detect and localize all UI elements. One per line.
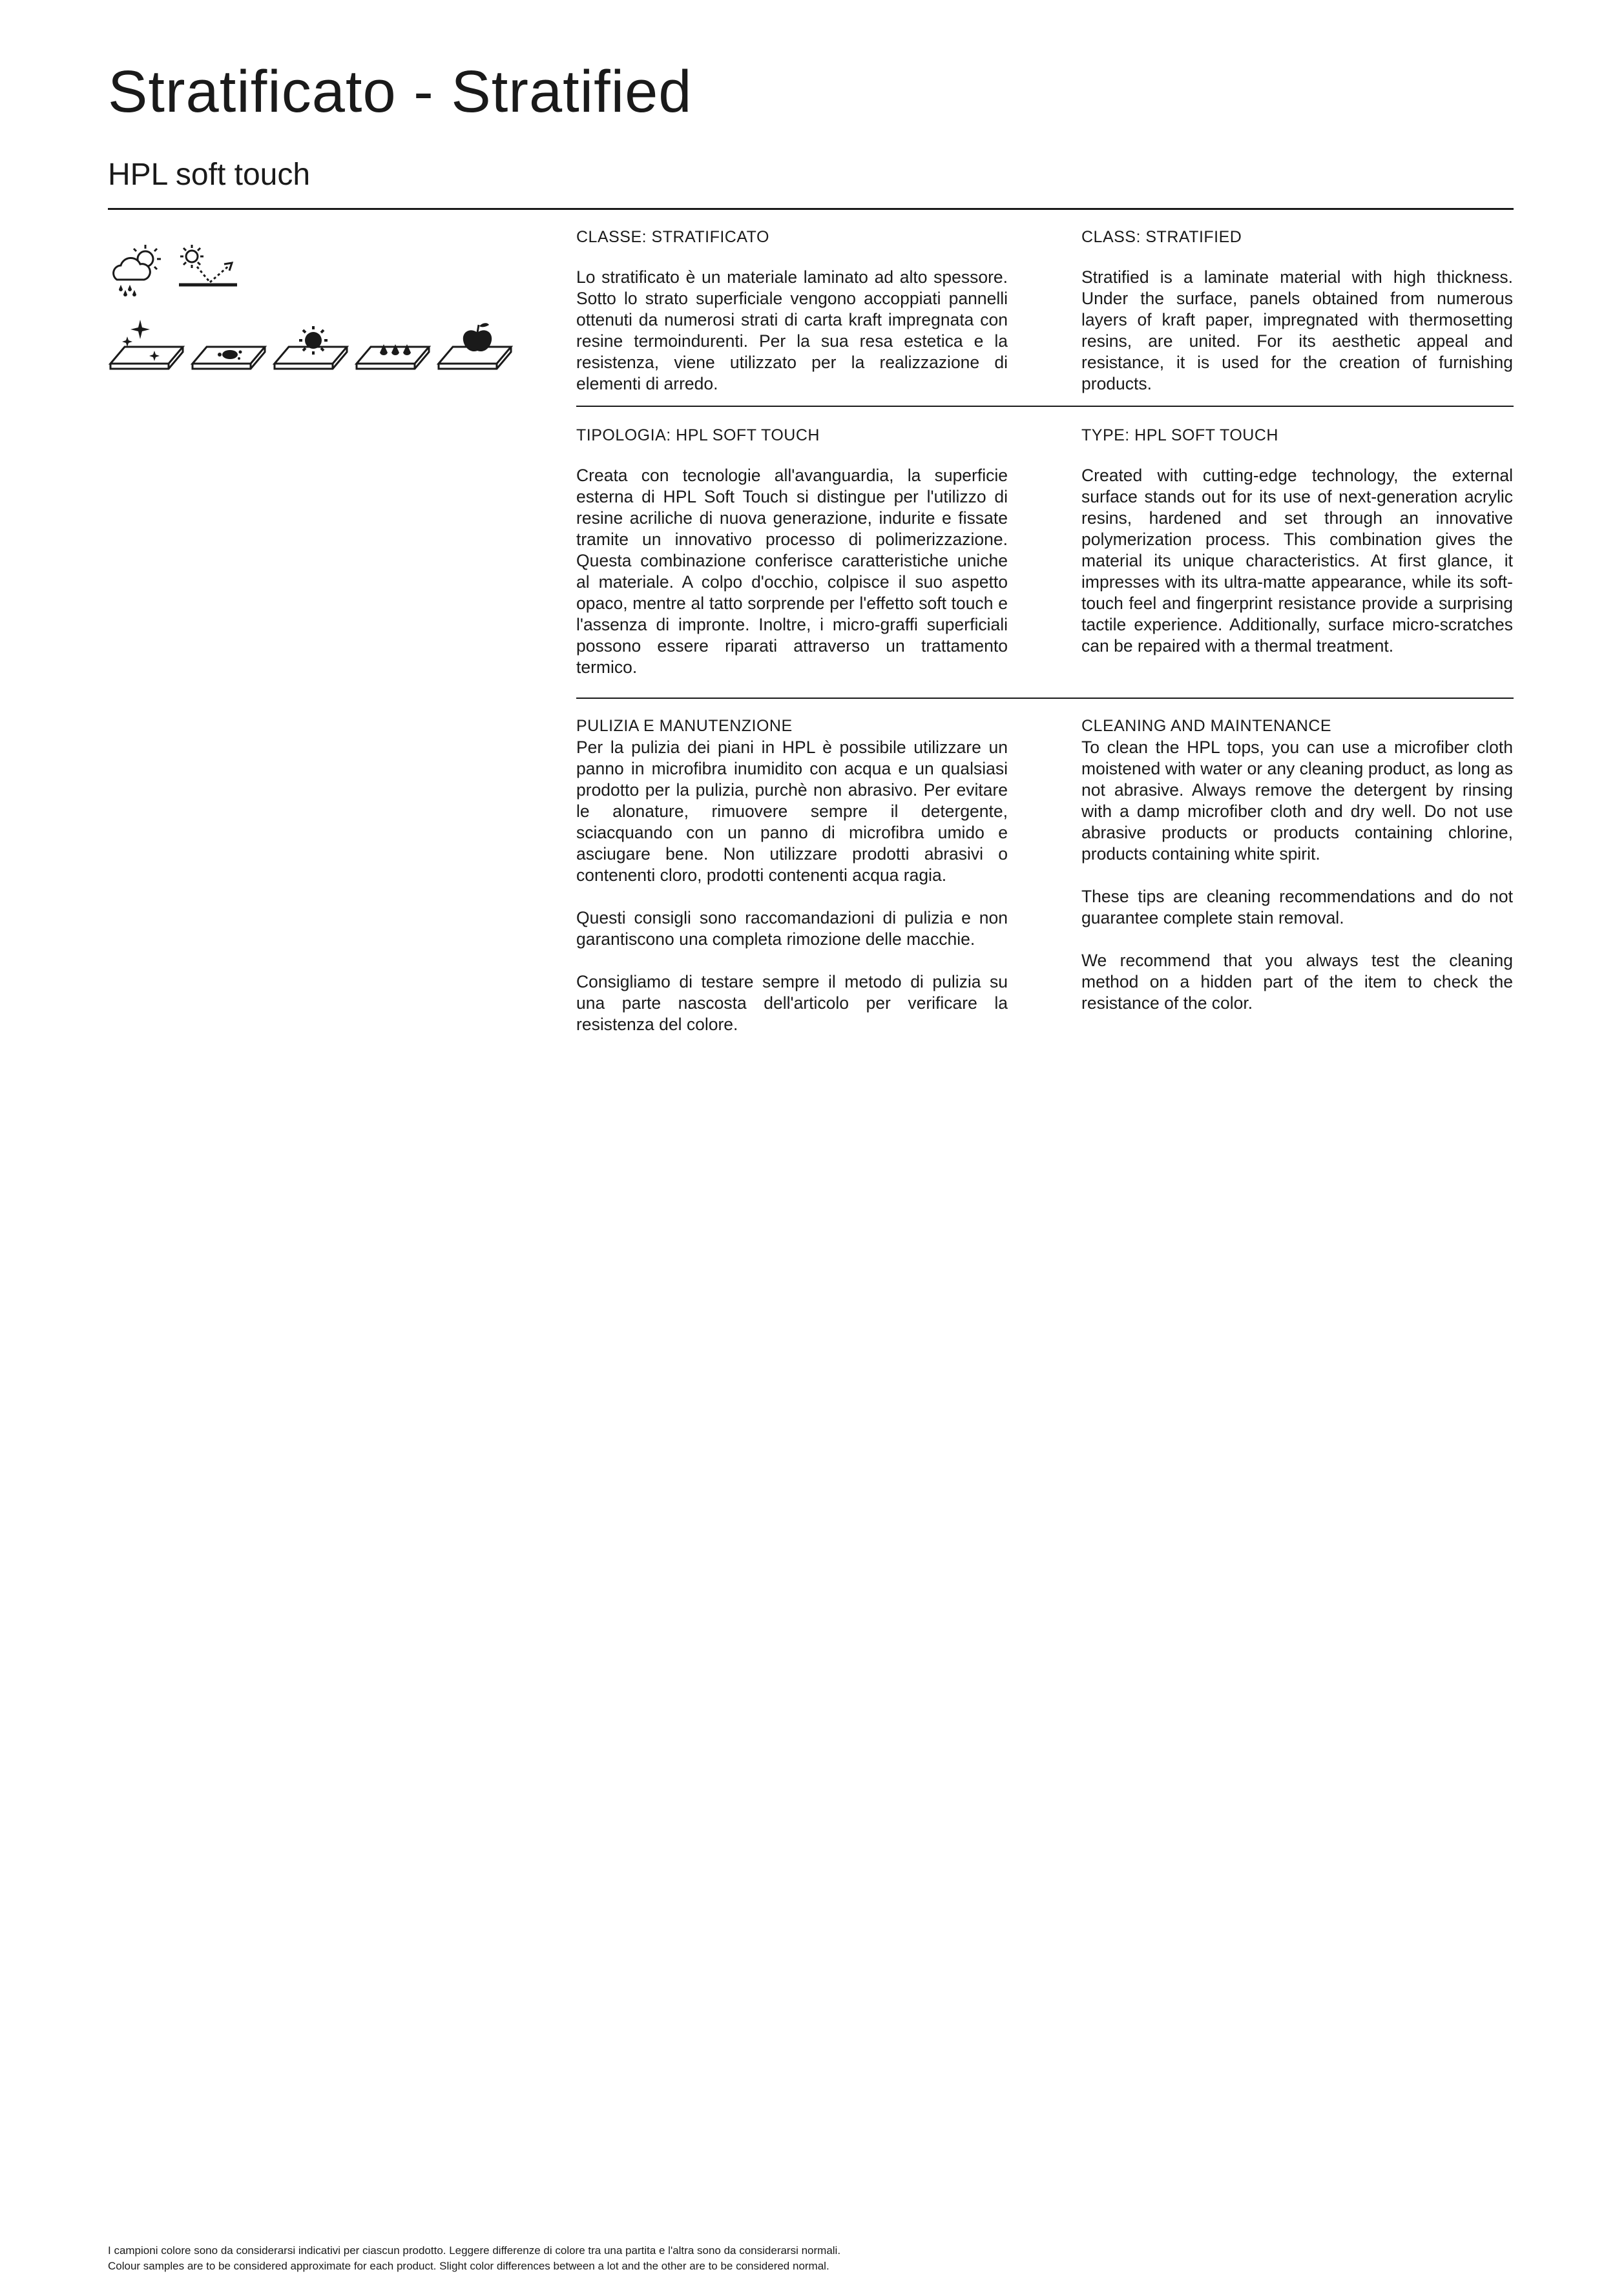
class-heading-it: CLASSE: STRATIFICATO: [576, 228, 769, 246]
type-text-en: Created with cutting-edge technology, the external surface stands out for its use of next-generation acrylic resins, hardened and set through an innovative polymerization process. This combination gives the material its unique characteristics. At first glance, it impresses with its ultra-matte appearance, while its soft-touch feel and fingerprint resistance provide a surprising tactile experience. Additionally, surface micro-scratches can be repaired with a thermal treatment.: [1081, 466, 1513, 656]
page-title: Stratificato - Stratified: [108, 59, 693, 125]
cleaning-section-english: [1081, 716, 1513, 1014]
stain-resistant-surface-icon: [190, 318, 267, 380]
heat-resistant-surface-icon: [272, 318, 349, 380]
weather-resistant-icon: [108, 242, 166, 297]
section-divider: [576, 406, 1514, 407]
cleaning-text-it-2: Questi consigli sono raccomandazioni di pulizia e non garantiscono una completa rimozione delle macchie.: [576, 908, 1008, 949]
cleaning-text-en-2: These tips are cleaning recommendations and do not guarantee complete stain removal.: [1081, 887, 1513, 927]
footer-disclaimer: [108, 2243, 1400, 2274]
type-section-english: [1081, 425, 1513, 657]
feature-icons: [108, 242, 528, 384]
page-subtitle: HPL soft touch: [108, 158, 311, 192]
type-heading-it: TIPOLOGIA: HPL SOFT TOUCH: [576, 426, 820, 444]
cleaning-text-en-1: To clean the HPL tops, you can use a microfiber cloth moistened with water or any cleaning product, as long as not abrasive. Always remove the detergent by rinsing with a damp microfiber cloth and dry well. Do not use abrasive products or products containing chlorine, products containing white spirit.: [1081, 738, 1513, 864]
type-section-italian: [576, 425, 1008, 678]
type-heading-en: TYPE: HPL SOFT TOUCH: [1081, 426, 1278, 444]
cleaning-heading-it: PULIZIA E MANUTENZIONE: [576, 717, 793, 735]
class-text-en: Stratified is a laminate material with high thickness. Under the surface, panels obtained from numerous layers of kraft paper, impregnated with thermosetting resins, are united. For its aesthetic appeal and resistance, it is used for the creation of furnishing products.: [1081, 267, 1513, 393]
class-section-english: [1081, 227, 1513, 395]
header-divider: [108, 208, 1514, 210]
footer-line-en: Colour samples are to be considered approximate for each product. Slight color differences between a lot and the other are to be considered normal.: [108, 2260, 829, 2272]
section-divider: [576, 698, 1514, 699]
cleaning-section-italian: [576, 716, 1008, 1035]
cleaning-text-it-1: Per la pulizia dei piani in HPL è possibile utilizzare un panno in microfibra inumidito con acqua e un qualsiasi prodotto per la pulizia, purchè non abrasivo. Per evitare le alonature, rimuovere sempre il detergente, sciacquando con un panno di microfibra umido e asciugare bene. Non utilizzare prodotti abrasivi o contenenti cloro, prodotti contenenti acqua ragia.: [576, 738, 1008, 885]
footer-line-it: I campioni colore sono da considerarsi indicativi per ciascun prodotto. Leggere differenze di colore tra una partita e l'altra sono da considerarsi normali.: [108, 2244, 841, 2257]
food-safe-surface-icon: [436, 318, 514, 380]
class-heading-en: CLASS: STRATIFIED: [1081, 228, 1242, 246]
cleaning-text-en-3: We recommend that you always test the cleaning method on a hidden part of the item to check the resistance of the color.: [1081, 951, 1513, 1013]
cleaning-heading-en: CLEANING AND MAINTENANCE: [1081, 717, 1332, 735]
cleaning-text-it-3: Consigliamo di testare sempre il metodo di pulizia su una parte nascosta dell'articolo per verificare la resistenza del colore.: [576, 972, 1008, 1034]
uv-resistant-icon: [178, 242, 239, 297]
type-text-it: Creata con tecnologie all'avanguardia, la superficie esterna di HPL Soft Touch si distingue per l'utilizzo di resine acriliche di nuova generazione, indurite e fissate tramite un innovativo processo di polimerizzazione. Questa combinazione conferisce caratteristiche uniche al materiale. A colpo d'occhio, colpisce il suo aspetto opaco, mentre al tatto sorprende per l'effetto soft touch e l'assenza di impronte. Inoltre, i micro-graffi superficiali possono essere riparati attraverso un trattamento termico.: [576, 466, 1008, 677]
class-text-it: Lo stratificato è un materiale laminato ad alto spessore. Sotto lo strato superficiale vengono accoppiati pannelli ottenuti da numerosi strati di carta kraft impregnata con resine termoindurenti. Per la sua resa estetica e la resistenza, viene utilizzato per la realizzazione di elementi di arredo.: [576, 267, 1008, 393]
water-resistant-surface-icon: [354, 318, 432, 380]
class-section-italian: [576, 227, 1008, 395]
easy-clean-surface-icon: [108, 318, 185, 380]
